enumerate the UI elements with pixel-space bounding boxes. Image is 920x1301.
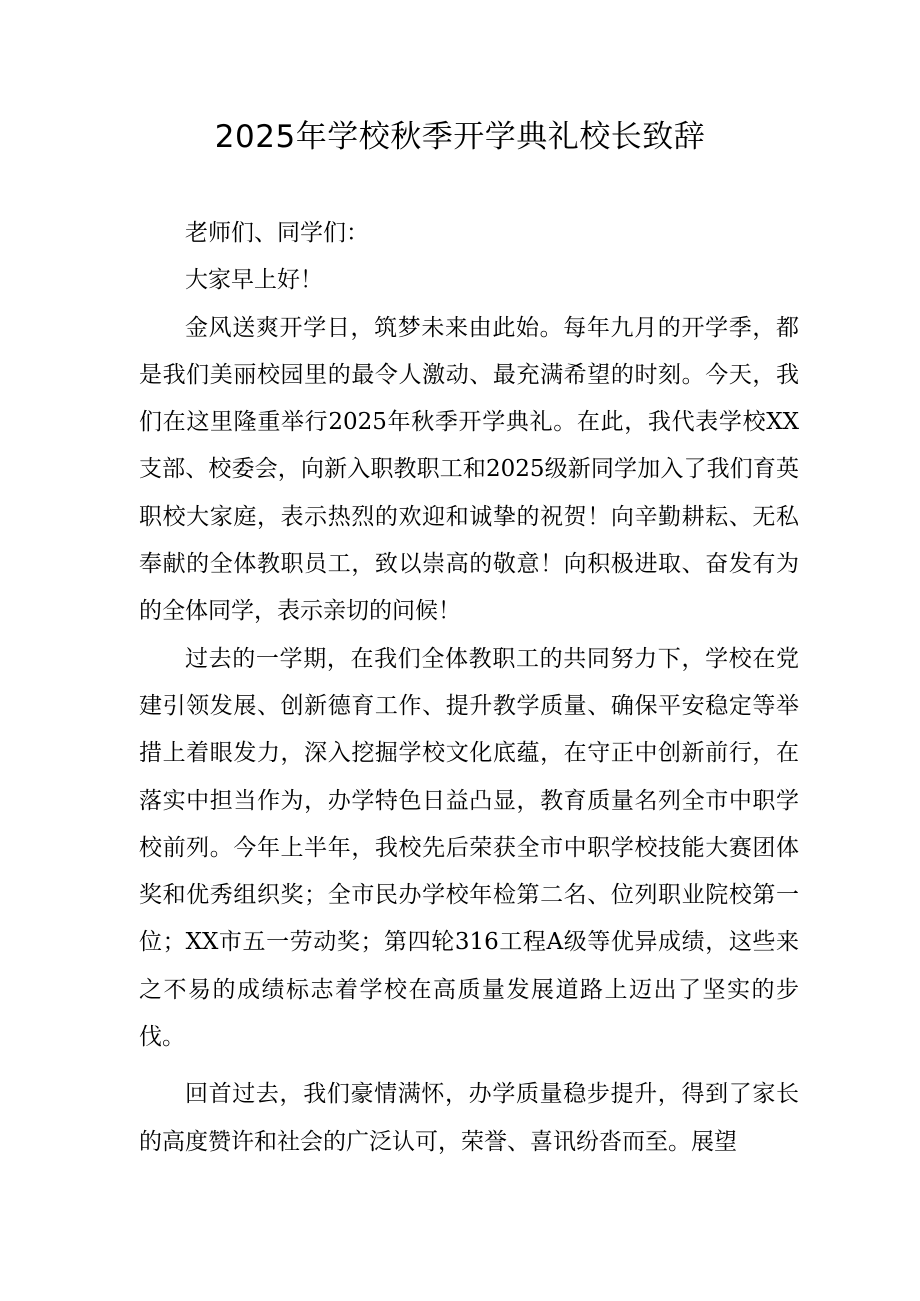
document-title: 2025年学校秋季开学典礼校长致辞 xyxy=(214,119,706,155)
salutation: 老师们、同学们： xyxy=(185,220,369,246)
paragraph-outlook: 回首过去，我们豪情满怀，办学质量稳步提升，得到了家长的高度赞许和社会的广泛认可，荣誉、喜讯纷沓而至。展望 xyxy=(139,1081,799,1155)
document-body xyxy=(139,210,799,1166)
paragraph-achievements: 过去的一学期，在我们全体教职工的共同努力下，学校在党建引领发展、创新德育工作、提升教学质量、确保平安稳定等举措上着眼发力，深入挖掘学校文化底蕴，在守正中创新前行，在落实中担当作为，办学特色日益凸显，教育质量名列全市中职学校前列。今年上半年，我校先后荣获全市中职学校技能大赛团体奖和优秀组织奖；全市民办学校年检第二名、位列职业院校第一位；XX市五一劳动奖；第四轮316工程A级等优异成绩，这些来之不易的成绩标志着学校在高质量发展道路上迈出了坚实的步伐。 xyxy=(139,645,799,1051)
greeting: 大家早上好！ xyxy=(185,267,323,294)
paragraph-welcome: 金风送爽开学日，筑梦未来由此始。每年九月的开学季，都是我们美丽校园里的最令人激动、最充满希望的时刻。今天，我们在这里隆重举行2025年秋季开学典礼。在此，我代表学校XX支部、校委会，向新入职教职工和2025级新同学加入了我们育英职校大家庭，表示热烈的欢迎和诚挚的祝贺！向辛勤耕耘、无私奉献的全体教职员工，致以崇高的敬意！向积极进取、奋发有为的全体同学，表示亲切的问候！ xyxy=(139,314,799,625)
